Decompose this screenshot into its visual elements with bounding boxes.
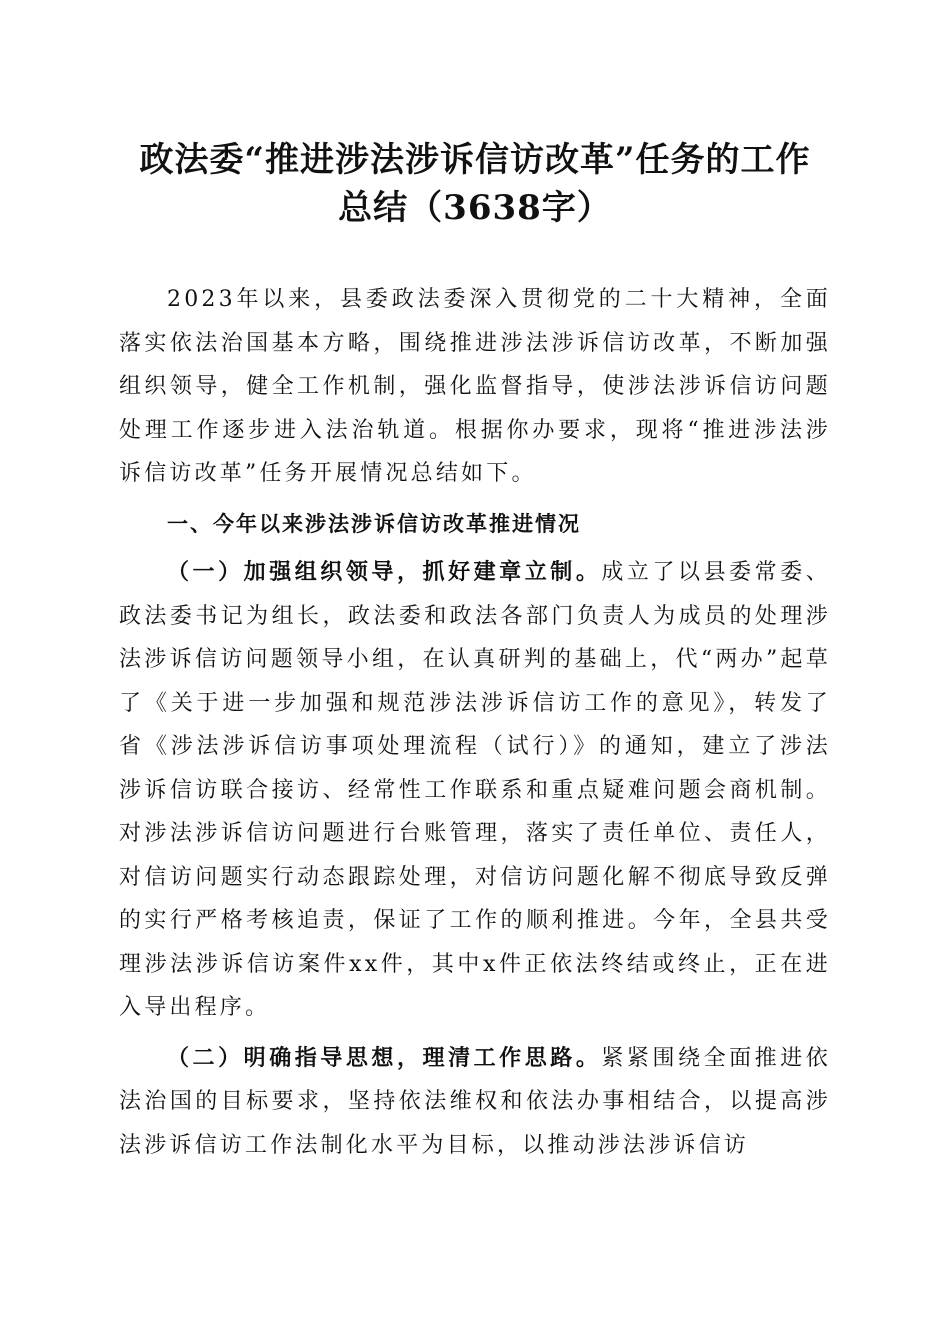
title-line-1: 政法委“推进涉法涉诉信访改革”任务的工作: [139, 140, 811, 180]
section-heading-1: 一、今年以来涉法涉诉信访改革推进情况: [167, 511, 581, 536]
item-title-1: （一）加强组织领导，抓好建章立制。: [167, 559, 602, 585]
item-paragraph-2: [119, 1037, 831, 1168]
item-body-2: 紧紧围绕全面推进依法治国的目标要求，坚持依法维权和依法办事相结合，以提高涉法涉诉信访工作法制化水平为目标，以推动涉法涉诉信访: [119, 1045, 831, 1158]
intro-paragraph: 2023年以来，县委政法委深入贯彻党的二十大精神，全面落实依法治国基本方略，围绕推进涉法涉诉信访改革，不断加强组织领导，健全工作机制，强化监督指导，使涉法涉诉信访问题处理工作逐步进入法治轨道。根据你办要求，现将“推进涉法涉诉信访改革”任务开展情况总结如下。: [119, 287, 831, 486]
item-body-1: 成立了以县委常委、政法委书记为组长，政法委和政法各部门负责人为成员的处理涉法涉诉信访问题领导小组，在认真研判的基础上，代“两办”起草了《关于进一步加强和规范涉法涉诉信访工作的意见》，转发了省《涉法涉诉信访事项处理流程（试行）》的通知，建立了涉法涉诉信访联合接访、经常性工作联系和重点疑难问题会商机制。对涉法涉诉信访问题进行台账管理，落实了责任单位、责任人，对信访问题实行动态跟踪处理，对信访问题化解不彻底导致反弹的实行严格考核追责，保证了工作的顺利推进。今年，全县共受理涉法涉诉信访案件xx件，其中x件正依法终结或终止，正在进入导出程序。: [119, 560, 831, 1020]
item-title-2: （二）明确指导思想，理清工作思路。: [167, 1044, 602, 1071]
document-title: [110, 136, 840, 232]
document-body: [119, 278, 831, 1174]
title-line-2: 总结（3638字）: [338, 188, 612, 228]
item-paragraph-1: [119, 551, 831, 1030]
